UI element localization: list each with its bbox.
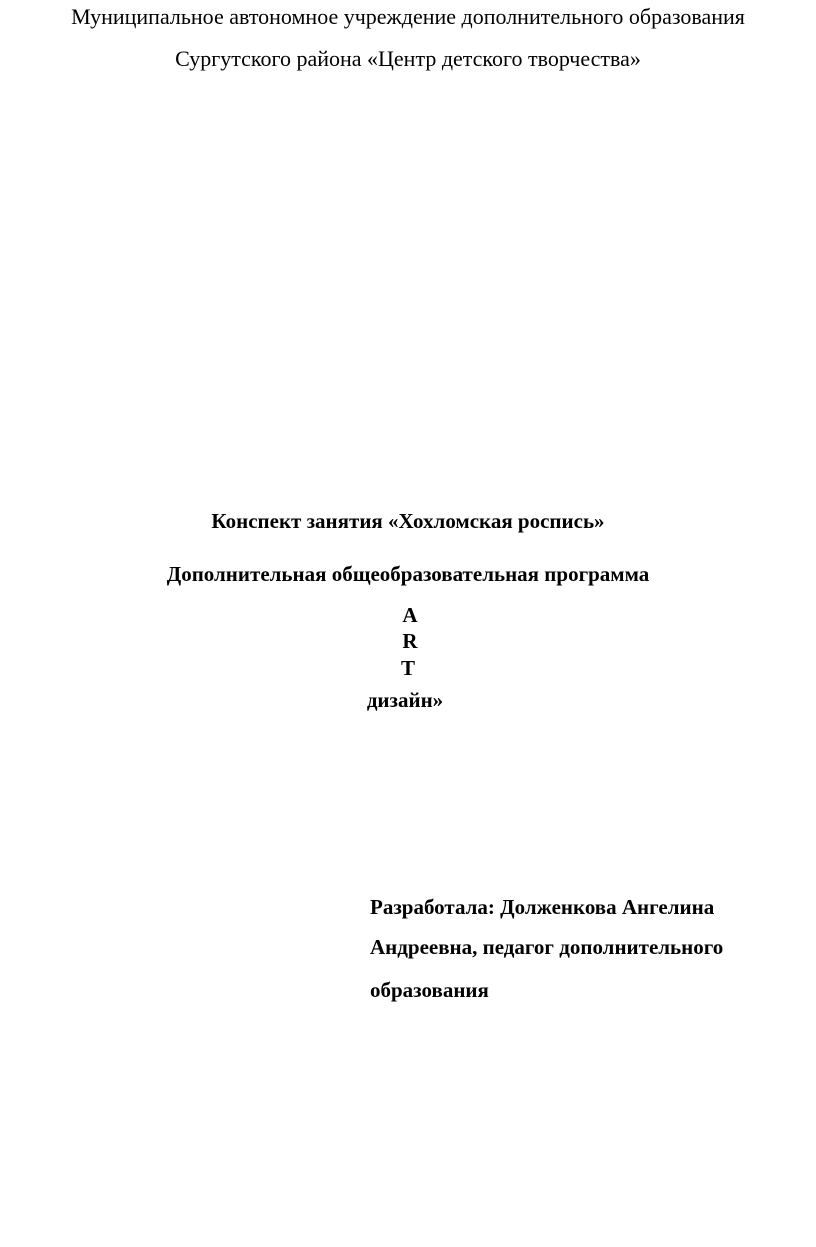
program-name-ending: дизайн» <box>366 688 444 712</box>
author-line-3: образования <box>370 978 489 1002</box>
program-letter-a: A <box>402 603 418 627</box>
author-line-1: Разработала: Долженкова Ангелина <box>370 895 715 919</box>
author-line-2: Андреевна, педагог дополнительного <box>370 935 724 959</box>
program-letter-r: R <box>402 629 418 653</box>
institution-district: Сургутского района «Центр детского творчества» <box>175 46 641 71</box>
lesson-title: Конспект занятия «Хохломская роспись» <box>211 509 605 533</box>
institution-name: Муниципальное автономное учреждение дополнительного образования <box>71 4 745 29</box>
program-title: Дополнительная общеобразовательная программа <box>166 562 650 586</box>
program-letter-t: T <box>400 656 415 680</box>
